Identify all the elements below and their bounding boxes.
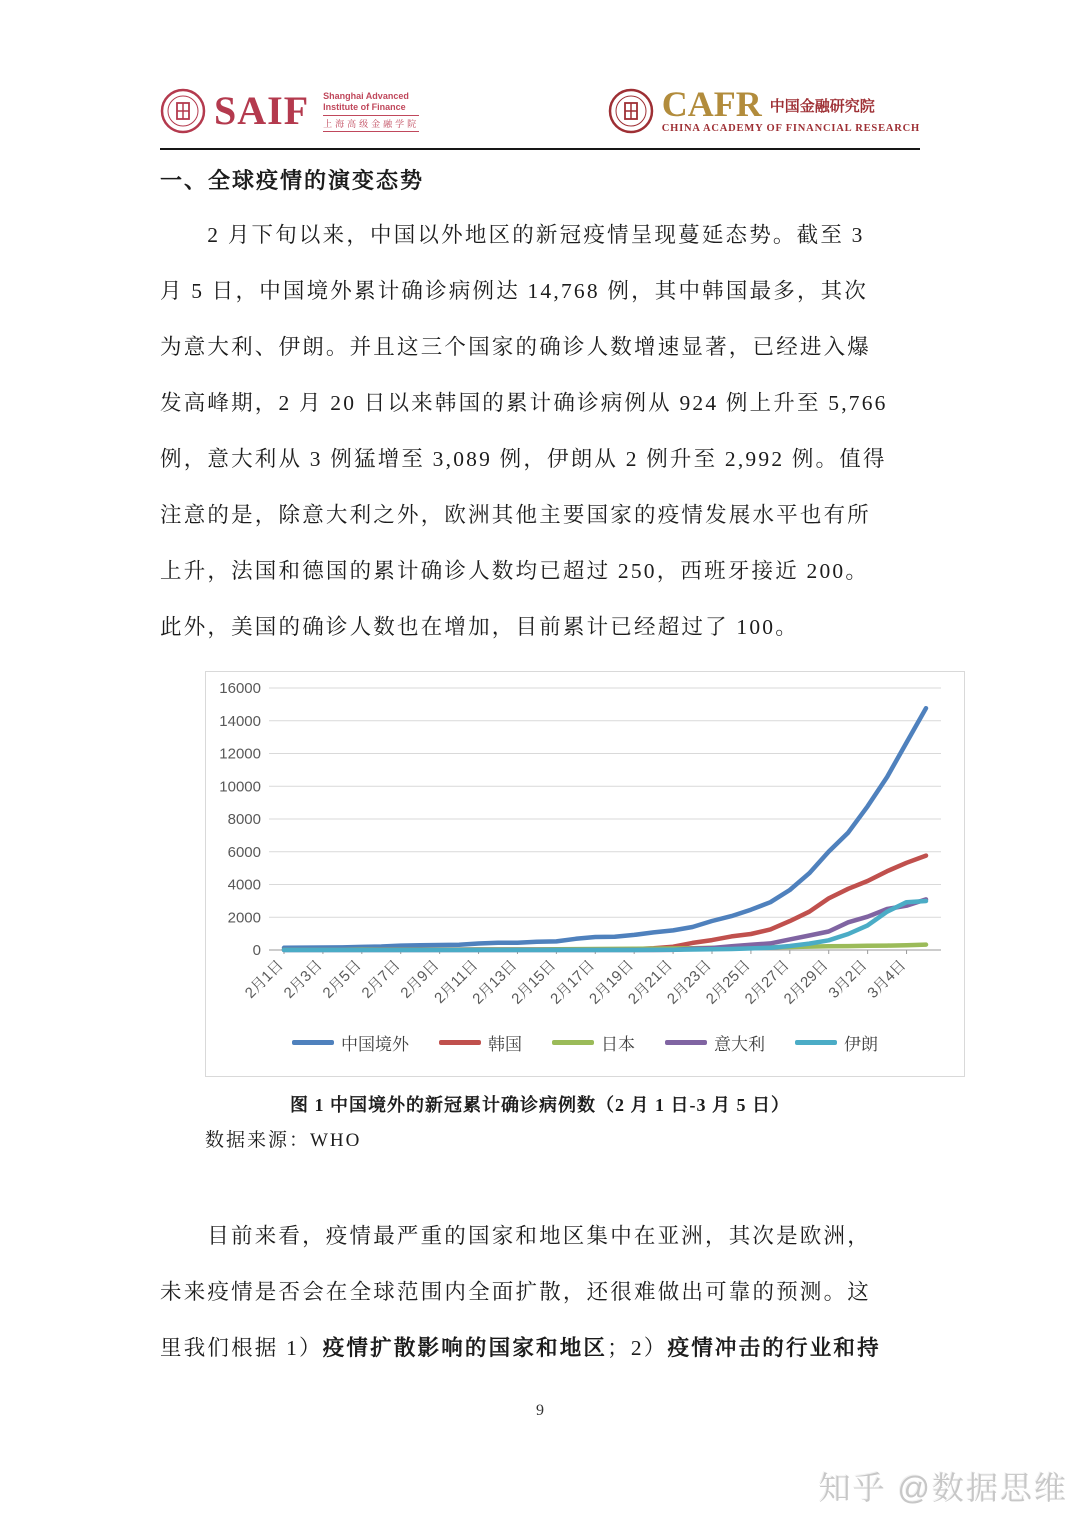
section-title: 一、全球疫情的演变态势: [160, 168, 425, 193]
saif-emblem-icon: [160, 88, 206, 134]
cafr-wordmark: CAFR: [661, 83, 762, 124]
legend-label: 伊朗: [844, 1035, 878, 1054]
paragraph-1-line: 2 月下旬以来，中国以外地区的新冠疫情呈现蔓延态势。截至 3: [207, 223, 865, 247]
paragraph-2-segment: 里我们根据 1）: [160, 1336, 323, 1360]
legend-swatch-icon: [439, 1040, 481, 1045]
legend-swatch-icon: [292, 1040, 334, 1045]
svg-text:2000: 2000: [227, 909, 261, 927]
cafr-text-block: [661, 83, 920, 135]
paragraph-1-line: 为意大利、伊朗。并且这三个国家的确诊人数增速显著，已经进入爆: [160, 335, 872, 359]
legend-label: 中国境外: [341, 1035, 409, 1054]
paragraph-2-line: [160, 1320, 920, 1376]
svg-text:12000: 12000: [219, 745, 261, 763]
svg-text:2月11日: 2月11日: [431, 956, 482, 1007]
cafr-en-name: CHINA ACADEMY OF FINANCIAL RESEARCH: [661, 123, 920, 135]
svg-text:4000: 4000: [227, 876, 261, 894]
paragraph-1-line: 发高峰期，2 月 20 日以来韩国的累计确诊病例从 924 例上升至 5,766: [160, 391, 888, 415]
chart-legend: [206, 1030, 964, 1055]
paragraph-1: [160, 207, 920, 655]
saif-logo: [160, 88, 419, 134]
svg-text:2月21日: 2月21日: [624, 956, 676, 1008]
svg-text:2月9日: 2月9日: [397, 956, 443, 1002]
legend-label: 日本: [601, 1035, 635, 1054]
saif-wordmark: SAIF: [214, 88, 310, 133]
paragraph-1-line: 此外，美国的确诊人数也在增加，目前累计已经超过了 100。: [160, 615, 799, 639]
svg-text:16000: 16000: [219, 680, 261, 697]
svg-text:3月2日: 3月2日: [825, 956, 871, 1002]
paragraph-2-line: 未来疫情是否会在全球范围内全面扩散，还很难做出可靠的预测。这: [160, 1280, 872, 1304]
legend-item: [439, 1030, 522, 1055]
svg-text:6000: 6000: [227, 843, 261, 861]
svg-text:8000: 8000: [227, 811, 261, 828]
legend-item: [665, 1030, 765, 1055]
cafr-emblem-icon: [608, 88, 654, 134]
svg-text:2月13日: 2月13日: [469, 956, 521, 1008]
svg-text:2月15日: 2月15日: [508, 956, 560, 1008]
paragraph-2-line: 目前来看，疫情最严重的国家和地区集中在亚洲，其次是欧洲，: [207, 1224, 871, 1248]
svg-text:10000: 10000: [219, 778, 261, 796]
svg-text:2月7日: 2月7日: [358, 956, 404, 1002]
svg-text:3月4日: 3月4日: [864, 956, 910, 1002]
paragraph-1-line: 注意的是，除意大利之外，欧洲其他主要国家的疫情发展水平也有所: [160, 503, 872, 527]
svg-text:2月25日: 2月25日: [702, 956, 754, 1008]
figure-caption: 图 1 中国境外的新冠累计确诊病例数（2 月 1 日-3 月 5 日）: [290, 1095, 790, 1115]
legend-swatch-icon: [665, 1040, 707, 1045]
paragraph-2-segment-bold: 疫情冲击的行业和持: [667, 1336, 881, 1360]
paragraph-1-line: 月 5 日，中国境外累计确诊病例达 14,768 例，其中韩国最多，其次: [160, 279, 869, 303]
page-number: 9: [536, 1402, 544, 1419]
svg-text:2月3日: 2月3日: [280, 956, 326, 1002]
legend-label: 韩国: [488, 1035, 522, 1054]
paragraph-2-segment: ；2）: [607, 1336, 668, 1360]
line-chart: [205, 671, 965, 1077]
legend-label: 意大利: [714, 1035, 765, 1054]
watermark: 知乎 @数据思维: [818, 1470, 1068, 1506]
saif-en-line1: Shanghai Advanced: [323, 90, 409, 101]
cafr-cn-name: 中国金融研究院: [769, 99, 875, 116]
svg-text:2月29日: 2月29日: [780, 956, 832, 1008]
svg-text:2月27日: 2月27日: [741, 956, 793, 1008]
saif-en-line2: Institute of Finance: [323, 101, 406, 112]
saif-subtitle: [323, 91, 419, 132]
legend-swatch-icon: [795, 1040, 837, 1045]
paragraph-1-line: 例，意大利从 3 例猛增至 3,089 例，伊朗从 2 例升至 2,992 例。值得: [160, 447, 887, 471]
figure-source: 数据来源：WHO: [205, 1130, 362, 1151]
chart-plot-area: [206, 672, 964, 1028]
svg-text:0: 0: [252, 942, 261, 959]
paragraph-2-segment-bold: 疫情扩散影响的国家和地区: [322, 1336, 608, 1360]
svg-text:2月17日: 2月17日: [547, 956, 599, 1008]
svg-text:14000: 14000: [219, 712, 261, 730]
paragraph-1-line: 上升，法国和德国的累计确诊人数均已超过 250，西班牙接近 200。: [160, 559, 870, 583]
svg-text:2月23日: 2月23日: [663, 956, 715, 1008]
saif-cn-line: 上海高级金融学院: [323, 115, 419, 132]
paragraph-2: [160, 1208, 920, 1376]
legend-item: [552, 1030, 635, 1055]
page-header: [160, 0, 920, 150]
svg-text:2月5日: 2月5日: [319, 956, 365, 1002]
legend-item: [795, 1030, 878, 1055]
svg-text:2月1日: 2月1日: [241, 956, 287, 1002]
cafr-logo: [608, 83, 920, 135]
legend-swatch-icon: [552, 1040, 594, 1045]
legend-item: [292, 1030, 409, 1055]
svg-text:2月19日: 2月19日: [586, 956, 638, 1008]
